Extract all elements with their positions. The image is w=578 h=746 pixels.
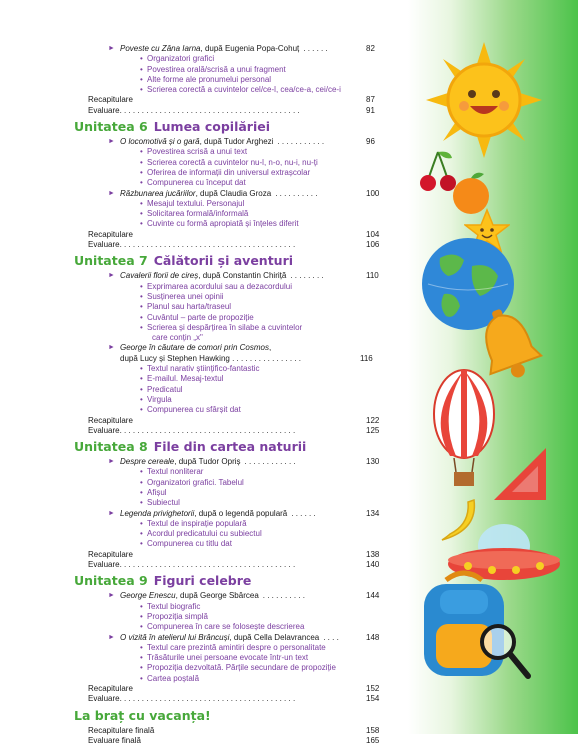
subtopic-item (74, 282, 384, 292)
subtopic-label: Planul sau harta/traseul (147, 302, 232, 312)
unit-heading (74, 119, 384, 137)
leader-dots: . . . . (323, 632, 339, 642)
bullet-icon: • (140, 219, 143, 229)
bullet-icon: • (140, 477, 143, 487)
subtopic-item (74, 158, 384, 168)
bullet-icon: • (140, 518, 143, 528)
hot-air-balloon-icon (432, 368, 496, 496)
unit-number: Unitatea 9 (74, 573, 148, 589)
unit-number: Unitatea 8 (74, 439, 148, 455)
subtopic-item (74, 622, 384, 632)
story-title: George Enescu (120, 591, 176, 601)
review-label: Evaluare finală (88, 735, 141, 745)
page-number: 134 (366, 508, 380, 518)
bullet-icon: • (140, 209, 143, 219)
page-number: 152 (366, 684, 380, 694)
subtopic-item (74, 488, 384, 498)
arrow-icon: ► (108, 344, 115, 352)
subtopic-label: Compunerea cu titlu dat (147, 539, 232, 549)
subtopic-item (74, 323, 384, 333)
subtopic-item (74, 405, 384, 415)
unit-heading (74, 253, 384, 271)
subtopic-item (74, 374, 384, 384)
review-label: Evaluare. . . . . . . . . . . . . . . . . . . . . . . . . . . . . . . . . . . . . . . . . (88, 105, 300, 115)
story-author: , după Claudia Groza (195, 188, 272, 198)
story-title: O locomotivă și o gară (120, 137, 200, 147)
table-of-contents (74, 44, 384, 746)
bullet-icon: • (140, 157, 143, 167)
bullet-icon: • (140, 85, 143, 95)
story-title: Despre cereale (120, 457, 175, 467)
page-number: 148 (366, 632, 380, 642)
bullet-icon: • (140, 178, 143, 188)
review-entry (74, 726, 384, 736)
review-entry (74, 426, 384, 436)
subtopic-label: Virgula (147, 394, 172, 404)
page-number: 144 (366, 591, 380, 601)
arrow-icon: ► (108, 633, 115, 641)
page-number: 158 (366, 725, 380, 735)
unit-number: Unitatea 7 (74, 253, 148, 269)
bullet-icon: • (140, 364, 143, 374)
bullet-icon: • (140, 394, 143, 404)
review-label: Recapitulare (88, 415, 133, 425)
review-entry (74, 684, 384, 694)
bullet-icon: • (140, 611, 143, 621)
review-label: Recapitulare (88, 549, 133, 559)
subtopic-label: Compunerea în care se folosește descrierea (147, 622, 305, 632)
subtopic-label: Textul nonliterar (147, 467, 204, 477)
unit-heading (74, 439, 384, 457)
page-number: 96 (366, 137, 375, 147)
subtopic-label: Cuvinte cu formă apropiată și înțeles diferit (147, 219, 299, 229)
review-entry (74, 230, 384, 240)
unit-number: La braț cu vacanța! (74, 707, 211, 723)
review-label: Recapitulare finală (88, 725, 155, 735)
subtopic-item (74, 395, 384, 405)
subtopic-label: Oferirea de informații din universul extrașcolar (147, 167, 311, 177)
page-number: 87 (366, 95, 375, 105)
story-title: Poveste cu Zâna Iarna (120, 44, 201, 53)
subtopic-item (74, 529, 384, 539)
unit-title: Figuri celebre (153, 573, 252, 589)
subtopic-label: Propoziția dezvoltată. Părțile secundare de propoziție (147, 663, 336, 673)
bullet-icon: • (140, 498, 143, 508)
page-number: 154 (366, 694, 380, 704)
subtopic-item (74, 199, 384, 209)
subtopic-label: Organizatori grafici. Tabelul (147, 477, 244, 487)
leader-dots: . . . . . . . . . . . (277, 137, 325, 147)
page-number: 100 (366, 188, 380, 198)
subtopic-item (74, 302, 384, 312)
story-entry (74, 271, 384, 281)
story-author: , (268, 343, 272, 353)
subtopic-label: Predicatul (147, 384, 183, 394)
subtopic-label: Compunerea cu sfârșit dat (147, 405, 241, 415)
subtopic-item (74, 674, 384, 684)
story-title: George în căutare de comori prin Cosmos (120, 343, 269, 353)
subtopic-label: Exprimarea acordului sau a dezacordului (147, 281, 292, 291)
arrow-icon: ► (108, 509, 115, 517)
review-label: Recapitulare (88, 229, 133, 239)
subtopic-label: Subiectul (147, 498, 180, 508)
bullet-icon: • (140, 529, 143, 539)
arrow-icon: ► (108, 138, 115, 146)
page-number: 116 (360, 353, 373, 363)
subtopic-label: Solicitarea formală/informală (147, 209, 249, 219)
bullet-icon: • (140, 281, 143, 291)
subtopic-item (74, 385, 384, 395)
subtopic-item (74, 653, 384, 663)
subtopic-item (74, 519, 384, 529)
arrow-icon: ► (108, 592, 115, 600)
leader-dots: . . . . . . (291, 508, 316, 518)
story-author: , după Cella Delavrancea (229, 632, 320, 642)
subtopic-label: Trăsăturile unei persoane evocate într-un text (147, 653, 309, 663)
subtopic-label: Scrierea corectă a cuvintelor cel/ce-l, cea/ce-a, cei/ce-i (147, 85, 341, 95)
subtopic-item (74, 467, 384, 477)
subtopic-item (74, 147, 384, 157)
bullet-icon: • (140, 291, 143, 301)
subtopic-item (74, 539, 384, 549)
page-number: 122 (366, 415, 380, 425)
story-author: , după Constantin Chiriță (198, 271, 287, 281)
bullet-icon: • (140, 322, 143, 332)
unit-number: Unitatea 6 (74, 119, 148, 135)
subtopic-item (74, 292, 384, 302)
unit-title: File din cartea naturii (153, 439, 307, 455)
story-entry (74, 44, 384, 54)
review-entry (74, 560, 384, 570)
bullet-icon: • (140, 54, 143, 64)
review-entry (74, 95, 384, 105)
bullet-icon: • (140, 384, 143, 394)
subtopic-item (74, 478, 384, 488)
subtopic-label: Cartea poștală (147, 673, 200, 683)
subtopic-item (74, 313, 384, 323)
review-label: Evaluare. . . . . . . . . . . . . . . . . . . . . . . . . . . . . . . . . . . . . . . . (88, 560, 296, 570)
bullet-icon: • (140, 198, 143, 208)
subtopic-label: Textul care prezintă amintiri despre o personalitate (147, 642, 326, 652)
subtopic-label: Organizatori grafici (147, 54, 215, 64)
subtopic-label: E-mailul. Mesaj-textul (147, 374, 224, 384)
subtopic-item (74, 85, 384, 95)
subtopic-item (74, 219, 384, 229)
subtopic-label: Textul biografic (147, 601, 201, 611)
leader-dots: . . . . . . . . . . (262, 591, 305, 601)
page-number: 138 (366, 549, 380, 559)
page-number: 82 (366, 44, 375, 53)
subtopic-label: care conțin „x" (152, 333, 203, 343)
sun-icon (424, 40, 544, 160)
review-entry (74, 550, 384, 560)
story-author: , după Eugenia Popa-Cohuț (200, 44, 300, 53)
review-entry (74, 416, 384, 426)
review-label: Evaluare. . . . . . . . . . . . . . . . . . . . . . . . . . . . . . . . . . . . . . . . (88, 694, 296, 704)
leader-dots: . . . . . . . . . . . . (244, 457, 296, 467)
story-author: , după o legendă populară (194, 508, 288, 518)
review-entry (74, 106, 384, 116)
subtopic-item (74, 209, 384, 219)
review-entry (74, 694, 384, 704)
bullet-icon: • (140, 622, 143, 632)
bullet-icon: • (140, 64, 143, 74)
bullet-icon: • (140, 663, 143, 673)
subtopic-item (74, 498, 384, 508)
story-author-line (74, 354, 384, 364)
bullet-icon: • (140, 653, 143, 663)
bullet-icon: • (140, 467, 143, 477)
review-entry (74, 736, 384, 746)
author-text: după Lucy și Stephen Hawking . . . . . . . . . . . . . . . . (120, 353, 301, 363)
arrow-icon: ► (108, 458, 115, 466)
subtopic-item (74, 602, 384, 612)
subtopic-item (74, 643, 384, 653)
bullet-icon: • (140, 673, 143, 683)
story-title: Legenda privighetorii (120, 508, 195, 518)
story-entry (74, 591, 384, 601)
magnifier-icon (476, 620, 532, 680)
subtopic-item (74, 333, 384, 343)
unit-title: Călătorii și aventuri (153, 253, 294, 269)
unit-heading (74, 573, 384, 591)
review-label: Evaluare. . . . . . . . . . . . . . . . . . . . . . . . . . . . . . . . . . . . . . . . (88, 240, 296, 250)
arrow-icon: ► (108, 45, 115, 52)
page-number: 110 (366, 271, 379, 281)
subtopic-label: Cuvântul – parte de propoziție (147, 312, 254, 322)
page-number: 140 (366, 560, 380, 570)
review-label: Recapitulare (88, 95, 133, 105)
story-author: , după Tudor Arghezi (199, 137, 274, 147)
arrow-icon: ► (108, 189, 115, 197)
page-number: 104 (366, 229, 380, 239)
story-title: Cavalerii florii de cireș (120, 271, 199, 281)
page-number: 106 (366, 240, 380, 250)
story-title: Răzbunarea jucăriilor (120, 188, 196, 198)
bullet-icon: • (140, 487, 143, 497)
arrow-icon: ► (108, 272, 115, 280)
page-number: 130 (366, 457, 380, 467)
subtopic-label: Mesajul textului. Personajul (147, 198, 245, 208)
subtopic-label: Propoziția simplă (147, 611, 208, 621)
story-title: O vizită în atelierul lui Brâncuși (120, 632, 230, 642)
bullet-icon: • (140, 147, 143, 157)
subtopic-label: Afișul (147, 487, 167, 497)
subtopic-item (74, 663, 384, 673)
bullet-icon: • (140, 601, 143, 611)
ruler-triangle-icon (490, 444, 550, 504)
bullet-icon: • (140, 312, 143, 322)
subtopic-label: Povestirea scrisă a unui text (147, 147, 248, 157)
bullet-icon: • (140, 302, 143, 312)
subtopic-label: Susținerea unei opinii (147, 291, 224, 301)
bullet-icon: • (140, 74, 143, 84)
leader-dots: . . . . . . (303, 44, 328, 53)
subtopic-item (74, 54, 384, 64)
review-label: Evaluare. . . . . . . . . . . . . . . . . . . . . . . . . . . . . . . . . . . . . . . . (88, 425, 296, 435)
story-author: , după George Sbârcea (175, 591, 259, 601)
bullet-icon: • (140, 374, 143, 384)
story-entry (74, 189, 384, 199)
story-entry (74, 457, 384, 467)
bullet-icon: • (140, 642, 143, 652)
unit-heading (74, 708, 384, 726)
subtopic-label: Textul narativ științifico-fantastic (147, 364, 260, 374)
story-entry (74, 343, 384, 353)
subtopic-label: Compunerea cu început dat (147, 178, 246, 188)
leader-dots: . . . . . . . . (290, 271, 324, 281)
subtopic-label: Alte forme ale pronumelui personal (147, 74, 272, 84)
page-number: 91 (366, 105, 375, 115)
bullet-icon: • (140, 405, 143, 415)
bullet-icon: • (140, 539, 143, 549)
review-label: Recapitulare (88, 684, 133, 694)
page-number: 165 (366, 735, 380, 745)
bullet-icon: • (140, 167, 143, 177)
subtopic-label: Acordul predicatului cu subiectul (147, 529, 262, 539)
subtopic-item (74, 65, 384, 75)
story-author: , după Tudor Opriș (174, 457, 241, 467)
story-entry (74, 509, 384, 519)
subtopic-item (74, 75, 384, 85)
subtopic-item (74, 178, 384, 188)
page-number: 125 (366, 425, 380, 435)
subtopic-item (74, 168, 384, 178)
subtopic-label: Scrierea și despărțirea în silabe a cuvintelor (147, 322, 303, 332)
review-entry (74, 240, 384, 250)
subtopic-label: Scrierea corectă a cuvintelor nu-l, n-o, nu-i, nu-ți (147, 157, 318, 167)
story-entry (74, 137, 384, 147)
subtopic-item (74, 612, 384, 622)
unit-title: Lumea copilăriei (153, 119, 271, 135)
leader-dots: . . . . . . . . . . (275, 188, 318, 198)
subtopic-label: Textul de inspirație populară (147, 518, 247, 528)
subtopic-item (74, 364, 384, 374)
story-entry (74, 633, 384, 643)
subtopic-label: Povestirea orală/scrisă a unui fragment (147, 64, 286, 74)
